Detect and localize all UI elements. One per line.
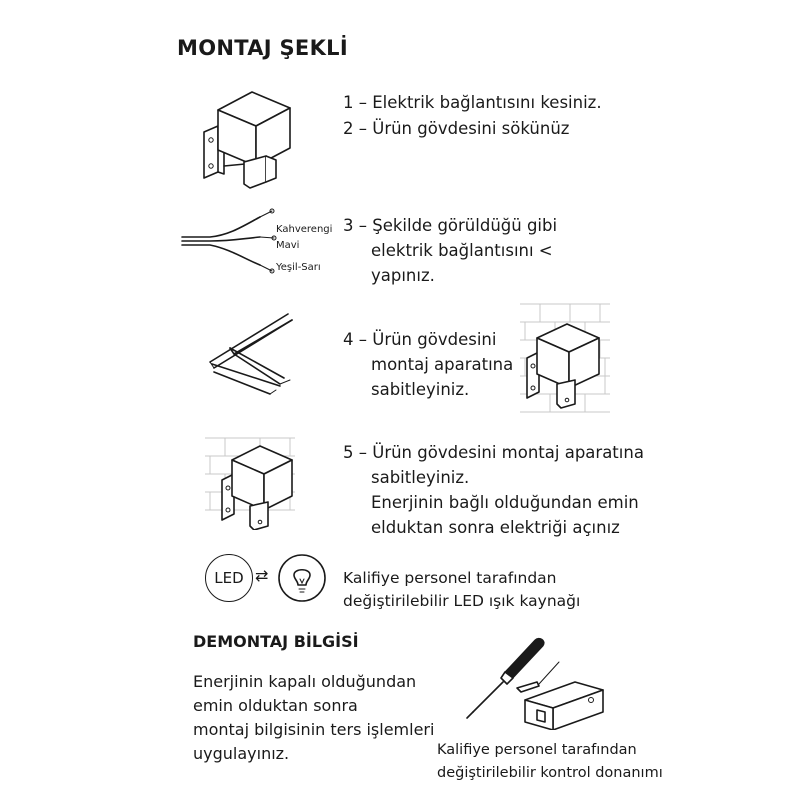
step-4-line-1: 4 – Ürün gövdesini — [343, 330, 497, 349]
step-3-line-3: yapınız. — [371, 266, 435, 285]
step-4-line-3: sabitleyiniz. — [371, 380, 470, 399]
step-5-line-1: 5 – Ürün gövdesini montaj aparatına — [343, 443, 644, 462]
screwdriver-icon — [505, 638, 544, 678]
bracket-plate — [204, 126, 218, 178]
demontaj-line-3: montaj bilgisinin ters işlemleri — [193, 720, 435, 739]
wire-label-green-yellow: Yeşil-Sarı — [276, 262, 321, 273]
step-5-line-4: elduktan sonra elektriği açınız — [371, 518, 620, 537]
led-badge — [205, 554, 253, 602]
page-title: MONTAJ ŞEKLİ — [177, 36, 348, 60]
lamp-illustration-1 — [190, 80, 310, 190]
cable-channel-illustration — [200, 310, 300, 400]
lamp-on-wall-illustration-2 — [200, 430, 300, 530]
led-text-line-2: değiştirilebilir LED ışık kaynağı — [343, 592, 581, 610]
step-3-line-1: 3 – Şekilde görüldüğü gibi — [343, 216, 558, 235]
demontaj-line-4: uygulayınız. — [193, 744, 290, 763]
lamp-on-wall-illustration-1 — [515, 296, 615, 426]
demontaj-line-1: Enerjinin kapalı olduğundan — [193, 672, 417, 691]
wire-illustration — [180, 205, 285, 285]
step-2-text: 2 – Ürün gövdesini sökünüz — [343, 119, 570, 138]
step-3-line-2: elektrik bağlantısını < — [371, 241, 553, 260]
demontaj-caption-line-2: değiştirilebilir kontrol donanımı — [437, 765, 663, 781]
led-badge-label: LED — [214, 569, 244, 587]
step-1-text: 1 – Elektrik bağlantısını kesiniz. — [343, 93, 602, 112]
screwdriver-bracket-illustration — [455, 630, 615, 730]
demontaj-line-2: emin olduktan sonra — [193, 696, 358, 715]
wire-label-brown: Kahverengi — [276, 224, 333, 235]
demontaj-caption-line-1: Kalifiye personel tarafından — [437, 742, 637, 758]
led-text-line-1: Kalifiye personel tarafından — [343, 569, 557, 587]
bulb-icon — [277, 553, 327, 603]
step-5-line-3: Enerjinin bağlı olduğundan emin — [371, 493, 639, 512]
swap-arrows-icon: ⇄ — [255, 566, 269, 585]
demontaj-title: DEMONTAJ BİLGİSİ — [193, 632, 359, 651]
step-5-line-2: sabitleyiniz. — [371, 468, 470, 487]
wire-label-blue: Mavi — [276, 240, 300, 251]
step-4-line-2: montaj aparatına — [371, 355, 514, 374]
